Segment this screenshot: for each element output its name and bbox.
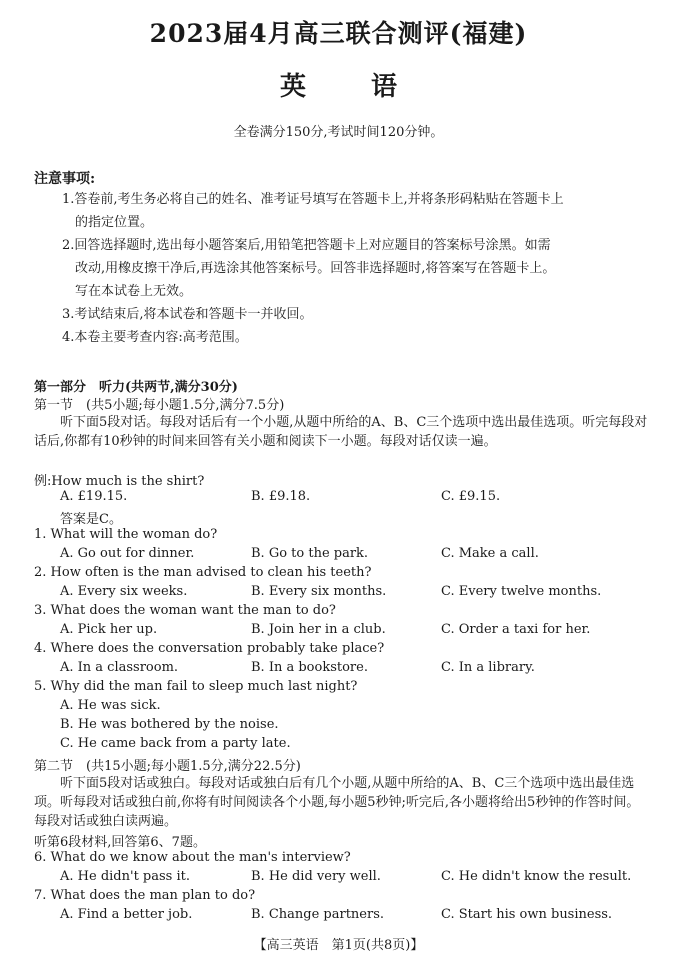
q1-option-a: A. Go out for dinner. (60, 546, 195, 561)
q7-option-b: B. Change partners. (251, 907, 385, 922)
q6-option-c: C. He didn't know the result. (441, 869, 632, 884)
q4-option-b: B. In a bookstore. (251, 660, 368, 675)
material-6-note: 听第6段材料,回答第6、7题。 (34, 835, 206, 850)
example-question: 例:How much is the shirt? (34, 474, 205, 489)
notice-item-2: 2.回答选择题时,选出每小题答案后,用铅笔把答题卡上对应题目的答案标号涂黑。如需 (62, 238, 551, 253)
question-7: 7. What does the man plan to do? (34, 888, 256, 903)
notice-list (62, 188, 652, 349)
q5-option-b: B. He was bothered by the noise. (60, 717, 279, 732)
q1-option-b: B. Go to the park. (251, 546, 369, 561)
q5-option-c: C. He came back from a party late. (60, 736, 291, 751)
q6-option-a: A. He didn't pass it. (60, 869, 190, 884)
question-4: 4. Where does the conversation probably take place? (34, 641, 385, 656)
score-note: 全卷满分150分,考试时间120分钟。 (233, 125, 444, 140)
q6-option-b: B. He did very well. (251, 869, 381, 884)
example-option-b: B. £9.18. (251, 489, 311, 504)
q4-option-c: C. In a library. (441, 660, 535, 675)
example-answer: 答案是C。 (60, 512, 122, 527)
q4-option-a: A. In a classroom. (60, 660, 179, 675)
subject-title: 英 语 (279, 72, 426, 102)
notice-item-1-cont: 的指定位置。 (75, 215, 154, 230)
notice-item-2-cont2: 写在本试卷上无效。 (75, 284, 193, 299)
question-5: 5. Why did the man fail to sleep much last night? (34, 679, 358, 694)
notice-item-3: 3.考试结束后,将本试卷和答题卡一并收回。 (62, 307, 313, 322)
q2-option-a: A. Every six weeks. (60, 584, 188, 599)
q2-option-c: C. Every twelve months. (441, 584, 602, 599)
notice-item-1: 1.答卷前,考生务必将自己的姓名、准考证号填写在答题卡上,并将条形码粘贴在答题卡上 (62, 192, 564, 207)
page-footer: 【高三英语 第1页(共8页)】 (253, 938, 424, 953)
question-6: 6. What do we know about the man's interview? (34, 850, 351, 865)
question-3: 3. What does the woman want the man to do? (34, 603, 336, 618)
section1-instructions: 听下面5段对话。每段对话后有一个小题,从题中所给的A、B、C三个选项中选出最佳选项。听完每段对话后,你都有10秒钟的时间来回答有关小题和阅读下一小题。每段对话仅读一遍。 (34, 415, 648, 449)
question-1: 1. What will the woman do? (34, 527, 218, 542)
q7-option-c: C. Start his own business. (441, 907, 613, 922)
section2-instructions: 听下面5段对话或独白。每段对话或独白后有几个小题,从题中所给的A、B、C三个选项中选出最佳选项。听每段对话或独白前,你将有时间阅读各个小题,每小题5秒钟;听完后,各小题将给出5秒钟的作答时间。每段对话或独白读两遍。 (34, 776, 640, 829)
question-2: 2. How often is the man advised to clean his teeth? (34, 565, 372, 580)
exam-title: 2023届4月高三联合测评(福建) (149, 19, 528, 48)
notice-item-2-cont: 改动,用橡皮擦干净后,再选涂其他答案标号。回答非选择题时,将答案写在答题卡上。 (75, 261, 556, 276)
q7-option-a: A. Find a better job. (60, 907, 193, 922)
q3-option-c: C. Order a taxi for her. (441, 622, 591, 637)
q3-option-a: A. Pick her up. (60, 622, 158, 637)
notice-item-4: 4.本卷主要考查内容:高考范围。 (62, 330, 248, 345)
section1-heading: 第一节 (共5小题;每小题1.5分,满分7.5分) (34, 398, 285, 413)
notice-title: 注意事项: (34, 171, 96, 187)
example-option-a: A. £19.15. (60, 489, 128, 504)
q1-option-c: C. Make a call. (441, 546, 539, 561)
example-option-c: C. £9.15. (441, 489, 501, 504)
section2-heading: 第二节 (共15小题;每小题1.5分,满分22.5分) (34, 759, 301, 774)
q2-option-b: B. Every six months. (251, 584, 387, 599)
q3-option-b: B. Join her in a club. (251, 622, 386, 637)
q5-option-a: A. He was sick. (60, 698, 161, 713)
part1-heading: 第一部分 听力(共两节,满分30分) (34, 380, 238, 395)
